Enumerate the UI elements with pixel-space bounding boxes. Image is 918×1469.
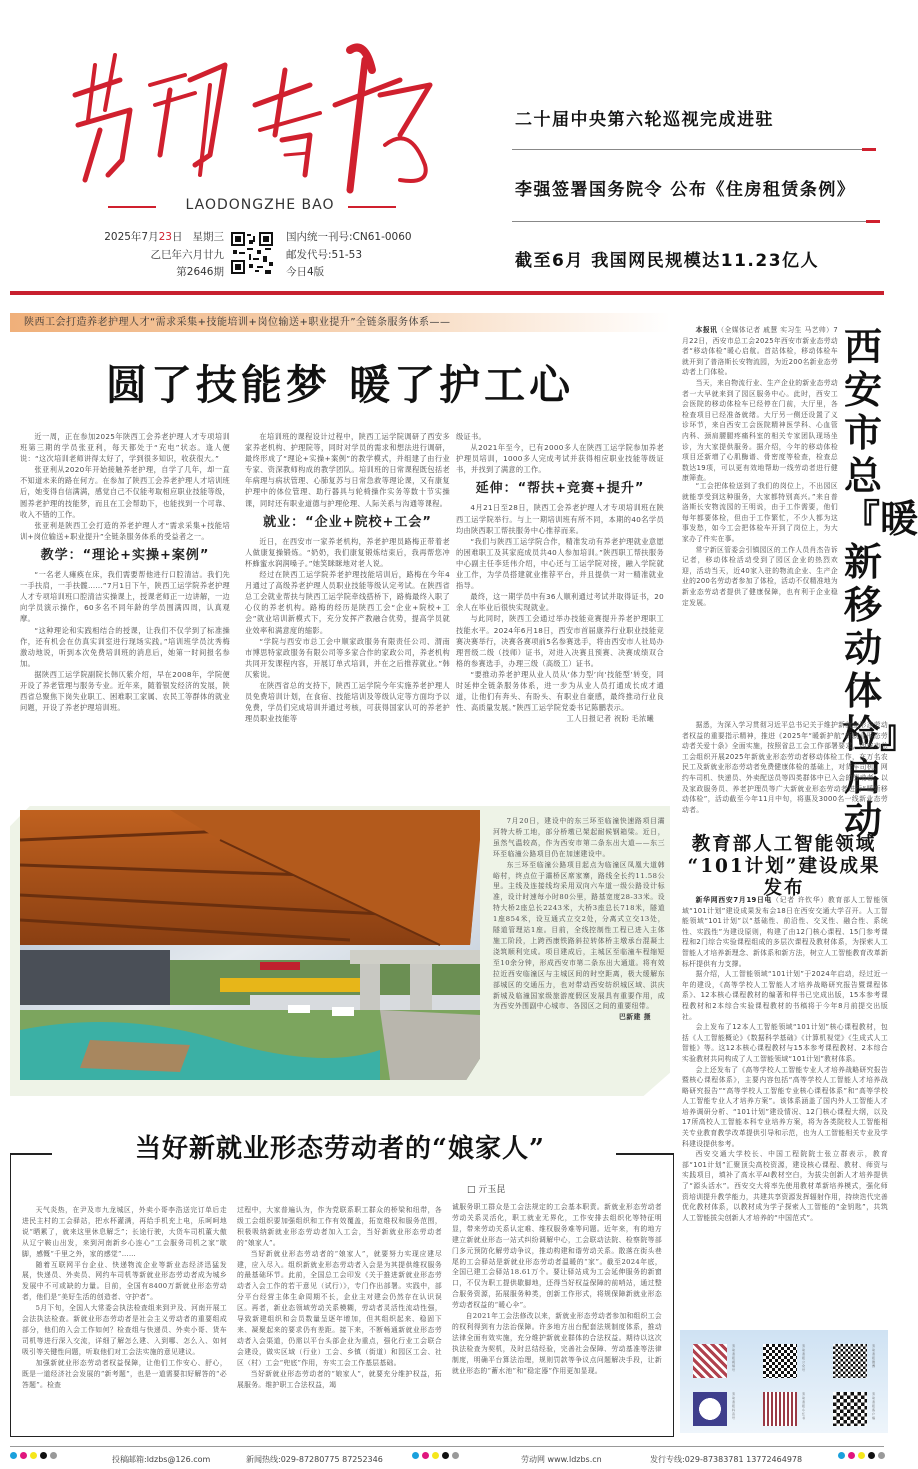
footer-distribution: 发行专线:029-87383781 13772464978 — [650, 1455, 803, 1464]
issue-number: 第2646期 — [176, 266, 224, 278]
lunar-date: 乙巳年六月廿九 — [150, 248, 224, 261]
article-byline: 工人日报记者 祝盼 毛浓曦 — [566, 714, 654, 724]
qr-xiaohongshu-icon[interactable] — [763, 1392, 797, 1426]
vertical-headline[interactable]: 西安市总『暖新移动体检』启动 — [842, 324, 918, 842]
headline-1[interactable]: 二十届中央第六轮巡视完成进驻 — [515, 110, 774, 130]
pinyin-right-rule — [348, 206, 396, 208]
author-name: 亓玉昆 — [478, 1185, 506, 1195]
xian-article-bottom — [682, 720, 888, 820]
cn-number: 国内统一刊号:CN61-0060 — [286, 231, 412, 243]
paragraph: 西安交通大学校长、中国工程院院士张立群表示，教育部“101计划”汇聚顶尖高校资源，建设核心课程、教材、师资与实践项目，填补了高水平AI教材空白，为拔尖创新人才培养提供了“源头活水”。西安交大将率先使用教材革新培养模式，强化师资培训提升教学能力，共建共享资源发挥辐射作用，持续迭代完善优化教材体系，以教材成为学子探索人工智能的“金钥匙”，共筑人工智能拔尖创新人才培养的“中国范式”。 — [682, 1150, 888, 1222]
qr-video-icon[interactable] — [693, 1344, 727, 1378]
date-day: 23 — [158, 231, 172, 243]
lead-reporter: （记者 许钦华） — [772, 896, 828, 904]
paragraph: 常宁新区管委会引镇园区的工作人员肖杰告诉记者，移动体检活动受到了园区企业的热烈欢迎，活动当天，近40家入驻的物流企业、生产企业的200名劳动者参加了体检，活动不仅精准地为新业态劳动者提供了健康保障，也有利于企业稳定发展。 — [682, 545, 838, 607]
color-registration-dots — [838, 1452, 885, 1459]
paragraph: 教育部人工智能领域“101计划”建设成果发布会18日在西安交通大学召开。人工智能领域“101计划”以“基础性、前沿性、交叉性、融合性、系统性、实践性”为建设原则，构建了由12门核心课程、15门参考课程和2门综合实验课程组成的多层次课程及教材体系，为探索人工智能人才培养新理念、新体系和新方法，树立人工智能教育改革新标杆提供有力支撑。 — [682, 896, 888, 968]
article-title[interactable]: 圆了技能梦 暖了护工心 — [105, 361, 575, 409]
headline-divider-accent — [862, 148, 876, 151]
cyan-dot — [838, 1452, 845, 1459]
yellow-dot — [432, 1452, 439, 1459]
paragraph: 当天，来自物流行业、生产企业的新业态劳动者一大早就来到了园区服务中心。此时，西安工会医院的移动体检车已经停在门前，大厅里，各检查项目已经准备就绪。大厅另一侧还设置了义诊环节，来自西安工会医院精神医学科、心血管内科、颈肩腰腿疼痛科室的相关专家团队现场坐诊，为大家提供服务。据介绍，今年的移动体检项目还新增了心肌酶谱、骨密度等检查，检查总数达19项，可以更有效地帮助一线劳动者进行健康筛查。 — [682, 378, 838, 483]
magenta-dot — [20, 1452, 27, 1459]
paragraph: 张亚利从2020年开始接触养老护理，自学了几年，却一直不知道未来的路在何方。在参加了陕西工会养老护理人才培训班后，她变得自信满满，感觉自己不仅能考取相应职业技能等级，圆养老护理的技能梦，而且在工会帮助下，也能找到一个可靠、收入不错的工作。 — [20, 465, 230, 519]
cyan-dot — [10, 1452, 17, 1459]
photo-credit: 巴新建 摄 — [618, 1013, 651, 1022]
article-column-3 — [456, 431, 664, 791]
qr-code-icon — [231, 232, 273, 274]
paragraph: 当好新就业形态劳动者的“娘家人”，就要努力实现应建尽建，应入尽入。组织新就业形态劳动者入会是为其提供维权服务的最基础环节。此前，全国总工会印发《关于推进新就业形态劳动者入会工作的若干意见（试行）》，专门作出部署。实践中，部分平台经营主体生命周期不长，企业主对建会仍然存在认识误区。再者，新业态领域劳动关系模糊，劳动者灵活性流动性强，导致新建组织和会员数量呈逐年增加，但其组织起来、稳固下来、凝聚起来的要求仍有差距。接下来，不断畅通新就业形态劳动者入会渠道，仍需以平台头部企业为重点，强化行业工会联合会建设，做实区域（行业）工会、乡镇（街道）和园区工会、社区（村）工会“兜底”作用，夯实工会工作基层基础。 — [237, 1249, 442, 1367]
gray-dot — [452, 1452, 459, 1459]
cyan-dot — [412, 1452, 419, 1459]
section-subhead: 就业：“企业+院校+工会” — [263, 514, 432, 530]
qr-douyin-icon[interactable] — [693, 1392, 727, 1426]
paragraph: 在陕西省总的支持下，陕西工运学院今年实施养老护理人员免费培训计划，在食宿、技能培训及等级认定等方面均予以免费，学员们完成培训并通过考核，可获得国家认可的养老护理员职业技能等 — [245, 680, 450, 724]
paragraph: 近一周，正在参加2025年陕西工会养老护理人才专项培训班第三期的学员张亚利，每天都处于“充电”状态。逢人便说：“这次培训老师讲得太好了，学到很多知识，收获很大。” — [20, 432, 230, 464]
bridge-construction-photo[interactable] — [20, 810, 480, 1080]
article-column-2 — [245, 431, 450, 791]
footer-email[interactable]: 投稿邮箱:ldzbs@126.com — [112, 1455, 211, 1464]
qr-code-panel — [680, 1330, 888, 1433]
photo-caption — [493, 816, 665, 1076]
issue-date-line — [96, 229, 224, 247]
date-suffix: 日 — [171, 231, 183, 243]
magenta-dot — [848, 1452, 855, 1459]
article-column-1 — [20, 431, 230, 791]
paragraph: 在培训班的课程设计过程中，陕西工运学院调研了西安多家养老机构、护理院等，同时对学员的需求和想法进行调研，最终形成了“理论+实操+案例”的教学模式，并组建了由行业专家、资深教师构成的教学团队。培训班的日常课程既包括老年病理与病状管理、心肺复苏与日常急救等理论课，又有康复护理中的体位管理、助行器具与轮椅操作实务等数十节实操课，同时还有职业道德与护理伦理、人际关系与沟通等课程。 — [245, 432, 450, 508]
paragraph: “我们与陕西工运学院合作，精准发动有养老护理就业意愿的困难职工及其家庭成员共40人参加培训。”陕西职工帮扶服务中心副主任李廷伟介绍，中心还与工运学院对接，融入学院就业工作，为学员搭建就业推荐平台，并且提供一对一精准就业指导。 — [456, 536, 664, 591]
article-kicker: 陕西工会打造养老护理人才“需求采集+技能培训+岗位输送+职业提升”全链条服务体系—— — [10, 313, 670, 332]
paragraph: 据介绍，人工智能领域“101计划”于2024年启动，经过近一年的建设，《高等学校人工智能人才培养战略研究报告暨课程体系》、12本核心课程教材的编著和样书已完成出版，15本参考课程教材和2本综合实验课程教材的书稿将于今年8月前提交出版社。 — [682, 970, 888, 1021]
black-dot — [868, 1452, 875, 1459]
author-mark-icon: □ — [467, 1185, 476, 1195]
paragraph: 会上还发布了《高等学校人工智能专业人才培养战略研究报告暨核心课程体系》，主要内容包括“高等学校人工智能人才培养战略研究报告”“高等学校人工智能专业核心课程体系”和“高等学校人工智能专业人才培养方案”。该体系涵盖了国内外人工智能人才培养调研分析、“101计划”建设情况、12门核心课程大纲，以及17所高校人工智能本科专业培养方案，将为各类院校人工智能相关专业教育教学改革提供引导和示范，也为人工智能相关专业及学科建设提供参考。 — [682, 1065, 888, 1148]
footer-website[interactable]: 劳动网 www.ldzbs.cn — [521, 1455, 602, 1464]
footer-rule — [10, 1446, 884, 1447]
headline-2[interactable]: 李强签署国务院令 公布《住房租赁条例》 — [515, 180, 856, 200]
paragraph: 从2021年至今，已有2000多人在陕西工运学院参加养老护理员培训，1000多人完成考试并获得相应职业技能等级证书，并找到了满意的工作。 — [456, 443, 664, 475]
section-subhead: 延伸：“帮扶+竞赛+提升” — [475, 481, 645, 497]
paragraph: 会上发布了12本人工智能领域“101计划”核心课程教材，包括《人工智能概论》《数据科学基础》《计算机视觉》《生成式人工智能》等。这12本核心课程教材与15本参考课程教材、2本综合实验教材共同构成了人工智能领域“101计划”教材体系。 — [682, 1023, 888, 1063]
lead-label: 本报讯 — [695, 326, 718, 334]
gray-dot — [878, 1452, 885, 1459]
masthead-qr-code[interactable] — [231, 232, 273, 274]
issue-info-left — [96, 229, 224, 282]
color-registration-dots — [412, 1452, 459, 1459]
paragraph: “要推动养老护理从业人员从‘体力型’向‘技能型’转变，同时延伸全链条服务体系，进一步为从业人员打通成长成才通道，让他们有奔头、有盼头、有职业自豪感，最终推动行业良性、高质量发展。”陕西工运学院党委书记陈鹏表示。 — [456, 669, 664, 713]
gray-dot — [50, 1452, 57, 1459]
qr-wechat-icon[interactable] — [763, 1344, 797, 1378]
issue-info-right — [286, 229, 436, 282]
qr-label: 劳动者报公众号 — [802, 1344, 806, 1372]
paragraph: “工会把体检送到了我们的岗位上，不出园区就能享受到这种服务，大家都特别高兴。”来自普洛斯长安物流园的王明说，由于工作需要，他们每年都要体检，但由于工作繁忙，不少人都为这事发愁，如今工会把体检车开到了岗位上，为大家办了件实在事。 — [682, 482, 838, 543]
color-registration-dots — [10, 1452, 57, 1459]
paragraph: 加强新就业形态劳动者权益保障，让他们工作安心、舒心，既是一道经济社会发展的“新考题”，也是一道需要扣好解答的“必答题”。检查 — [22, 1358, 227, 1389]
lead-label: 新华网西安7月19日电 — [695, 896, 773, 904]
paragraph: 天气炎热，在尹及市九龙城区，外卖小哥李浩送完订单后走进民主村的工会驿站，把水杯灌满，再给手机充上电，乐呵呵地说“晒累了，就来这里休息解乏”；长途行驶，大货车司机董大傲从辽宁鞍山出发，来到河南新乡心连心“工会服务司机之家”歇脚，感慨“千里之外，家的感觉”…… — [22, 1206, 227, 1258]
qr-label: 劳动者报微博 — [872, 1344, 876, 1368]
paragraph: 7月22日，西安市总工会2025年西安市新业态劳动者“移动体检”暖心启航。首站体检，移动体检车就开到了普洛斯长安物流园，为近200名新业态劳动者上门体检。 — [682, 326, 838, 377]
paragraph: “这种理论和实践相结合的授课，让我们不仅学到了标准操作，还有机会在仿真实训室进行现场实践。”培训班学员沈秀梅激动地说，听到本次免费培训班的消息后，她第一时间报名参加。 — [20, 625, 230, 668]
weekday: 星期三 — [192, 231, 224, 243]
headline-divider-accent — [866, 220, 880, 223]
black-dot — [442, 1452, 449, 1459]
qr-label: 劳动者报小红书 — [802, 1392, 806, 1420]
paragraph: 当好新就业形态劳动者的“娘家人”，就要充分维护权益，拓展服务。维护职工合法权益，竭 — [237, 1369, 442, 1389]
opinion-author — [467, 1182, 505, 1195]
paragraph: “一名老人瘫痪在床，我们需要帮他进行口腔清洁。我们先一手扶肩，一手扶髋……”7月1日下午，陕西工运学院养老护理人才专项培训班口腔清洁实操课上，授课老师正一边讲解，一边向学员演示操作，60多名不同年龄的学员围满四周，认真观摩。 — [20, 570, 230, 624]
headline-divider — [512, 221, 876, 222]
yellow-dot — [858, 1452, 865, 1459]
newspaper-logo — [60, 25, 450, 195]
edu-headline[interactable] — [680, 834, 888, 900]
edu-article — [682, 895, 888, 1320]
paragraph: 据悉，为深入学习贯彻习近平总书记关于维护新就业形态劳动者权益的重要指示精神，推进《2025年“暖新护航”新就业形态劳动者关爱十条》全面实施，按照省总工会工作部署要求，西安市总工会组织开展2025年新就业形态劳动者移动体检工作，在万名农民工及新就业形态劳动者免费健康体检的基础上，对货车司机、网约车司机、快递员、外卖配送员等四类群体中已入会的劳动者，以及家政服务员、养老护理员等广大新就业形态劳动者进行“暖新移动体检”，活动截至今年11月中旬，将惠及3000名一线新业态劳动者。 — [682, 721, 888, 814]
opinion-column-2 — [237, 1205, 442, 1433]
paragraph: 4月21日至28日，陕西工会养老护理人才专项培训班在陕西工运学院举行。与上一期培训班有所不同，本期的40名学员均由陕西职工帮扶服务中心推荐而来。 — [456, 503, 664, 535]
xian-article-mid — [682, 481, 838, 719]
footer-news-hotline: 新闻热线:029-87280775 87252346 — [246, 1455, 383, 1464]
paragraph: 据陕西工运学院副院长韩仄紫介绍，早在2008年，学院便开设了养老管理与服务专业。近年来，随着银发经济的发展，陕西省总聚焦下岗失业职工、困难职工家属、农民工等群体的就业问题，开设了养老护理培训班。 — [20, 669, 230, 713]
paragraph: 5月下旬，全国人大常委会执法检查组来到尹及、河南开展工会法执法检查。新就业形态劳动者是社会主义劳动者的重要组成部分，他们的入会工作如何？检查组与快递员、外卖小哥、货车司机等进行深入交流，详细了解怎么建、入到哪、怎么入、如何吸引等关键性问题，听取他们对工会法实施的意见建议。 — [22, 1304, 227, 1356]
paragraph: 级证书。 — [456, 432, 486, 441]
masthead-red-rule — [10, 291, 884, 295]
paragraph: 自2021年工会法修改以来，新就业形态劳动者参加和组织工会的权利得到有力法治保障。许多地方出台配套法规制度体系，推动法律全面有效实施，充分维护新就业群体的合法权益。期待以这次执法检查为契机，及时总结经验，完善社会保障、劳动基准等法律制度，明确平台算法治理，规则罚款等争议点问题解决手段，让新就业形态的“蓄水池”和“稳定器”作用更加显现。 — [452, 1312, 662, 1375]
paragraph: 随着互联网平台企业、快递物流企业等新业态经济迅猛发展，快递员、外卖员、网约车司机等新就业形态劳动者成为城乡发展中不可或缺的力量。目前，全国有8400万新就业形态劳动者，他们是“美好生活的创造者、守护者”。 — [22, 1260, 227, 1302]
bridge-image-icon — [20, 810, 480, 1080]
qr-app-icon[interactable] — [833, 1392, 867, 1426]
lead-reporters: （全媒体记者 戚慧 实习生 马艺帅） — [717, 326, 834, 334]
paragraph: 最终，这一期学员中有36人顺利通过考试并取得证书，20余人在毕业后很快实现就业。 — [456, 592, 664, 613]
paragraph: “学院与西安市总工会中顺家政服务有限责任公司、渭南市博思特家政服务有限公司等多家合作的家政公司，养老机构共同开发课程内容，开展订单式培训，并在之后推荐就业。”韩仄紫说。 — [245, 636, 450, 679]
postal-code: 邮发代号:51-53 — [286, 248, 363, 261]
headline-divider — [512, 149, 876, 150]
caption-paragraph: 7月20日，建设中的东三环至临潼快速路项目灞河特大桥工地，部分桥墩已架起耐候钢箱梁。近日，虽然气温较高，作为西安市第二条东出大道——东三环至临潼公路项目仍在加速建设中。 — [493, 817, 665, 858]
section-subhead: 教学：“理论+实操+案例” — [40, 547, 210, 563]
opinion-column-3 — [452, 1202, 662, 1433]
xian-article-top — [682, 325, 838, 481]
paragraph: 张亚利是陕西工会打造的养老护理人才“需求采集+技能培训+岗位输送+职业提升”全链条服务体系的受益者之一。 — [20, 520, 230, 541]
pinyin-title: LAODONGZHE BAO — [185, 197, 335, 213]
opinion-column-1 — [22, 1205, 227, 1433]
yellow-dot — [30, 1452, 37, 1459]
paragraph: 近日，在西安市一家养老机构，养老护理员路梅正带着老人做康复操锻炼。“奶奶，我们康复锻炼结束后，我再帮您冲杯蜂蜜水润润嗓子。”她笑眯眯地对老人说。 — [245, 536, 450, 568]
qr-label: 劳动者报客户端 — [872, 1392, 876, 1420]
black-dot — [40, 1452, 47, 1459]
magenta-dot — [422, 1452, 429, 1459]
date-prefix: 2025年7月 — [104, 231, 159, 243]
qr-label: 劳动者报抖音号 — [732, 1392, 736, 1420]
calligraphy-logo-icon — [60, 25, 450, 195]
pages-today: 今日4版 — [286, 266, 325, 278]
caption-paragraph: 东三环至临潼公路项目起点为临潼区凤凰大道韩峪村，终点位于灞桥区席家寨，路线全长约11.58公里。主线及连接线均采用双向六车道一级公路设计标准，设计时速每小时80公里，路基宽度28-33米。设特大桥2座总长2243米，大桥3座总长718米，隧道1座854米，设互通式立交2处，分离式立交13处，隧道管理站1座。目前，全线控制性工程已进入主体施工阶段，上跨西康铁路斜拉转体桥主墩承台混凝土浇筑顺利完成。项目建成后，主城区至临潼车程缩短至10余分钟，形成西安市第二条东出大通道。将有效拉近西安临潼区与主城区间的时空距离，极大缓解东部城区的交通压力，也对带动西安纺织城区域、洪庆新城及临潼国家级旅游度假区发展具有重要作用，成为西安外围副中心城市、各园区之间的重要纽带。 — [493, 860, 665, 1011]
opinion-title[interactable]: 当好新就业形态劳动者的“娘家人” — [135, 1134, 545, 1164]
paragraph: 诚服务职工群众是工会法规定的工会基本职责。新就业形态劳动者劳动关系灵活化，职工就业无界化，工作安排去组织化等特征明显，带来劳动关系认定难、维权服务难等问题。近年来，有的地方建立新就业形态一站式纠纷调解中心，工会联动法院、检察院等部门多元预防化解劳动争议，推动构建和谐劳动关系。散落在街头巷尾的工会驿站是新就业形态劳动者温暖的“家”。截至2024年底，全国已建工会驿站18.61万个。要让驿站成为工会延伸服务的新窗口，不仅为职工提供歇脚地，还得当好权益保障的前哨站，通过整合服务资源，拓展服务种类，创新工作形式，将规保障新就业形态劳动者权益的“暖心伞”。 — [452, 1203, 662, 1310]
issue-date — [104, 231, 182, 243]
paragraph: 经过在陕西工运学院养老护理技能培训后，路梅在今年4月通过了高级养老护理人员职业技能等级认定考试。在陕西省总工会就业帮扶与陕西工运学院牵线搭桥下，路梅最终入职了心仪的养老机构。路梅的经历是陕西工会“企业+院校+工会”就业培训新模式下，充分发挥产教融合优势，提高学员就业效率和满意度的缩影。 — [245, 570, 450, 635]
edu-headline-line-1: 教育部人工智能领域 — [691, 834, 877, 855]
qr-label: 劳动者报视频号 — [732, 1344, 736, 1372]
paragraph: 与此同时，陕西工会通过举办技能竞赛提升养老护理职工技能水平。2024年6月18日，西安市首届康养行业职业技能竞赛决赛举行，决赛各赛项前5名参赛选手，将由西安市人社局办理晋级二级（技师）证书，对进入决赛且预赛、决赛成绩双合格的参赛选手，办理三级（高级工）证书。 — [456, 614, 664, 668]
headline-3[interactable]: 截至6月 我国网民规模达11.23亿人 — [515, 251, 820, 271]
edu-headline-line-2: “101计划”建设成果发布 — [687, 856, 881, 899]
paragraph: 过程中，大家普遍认为，作为党联系职工群众的桥梁和纽带，各级工会组织要加强组织和工作有效覆盖，拓宽维权和服务范围，积极吸纳新就业形态劳动者加入工会，当好新就业形态劳动者的“娘家人”。 — [237, 1206, 442, 1247]
qr-weibo-icon[interactable] — [833, 1344, 867, 1378]
